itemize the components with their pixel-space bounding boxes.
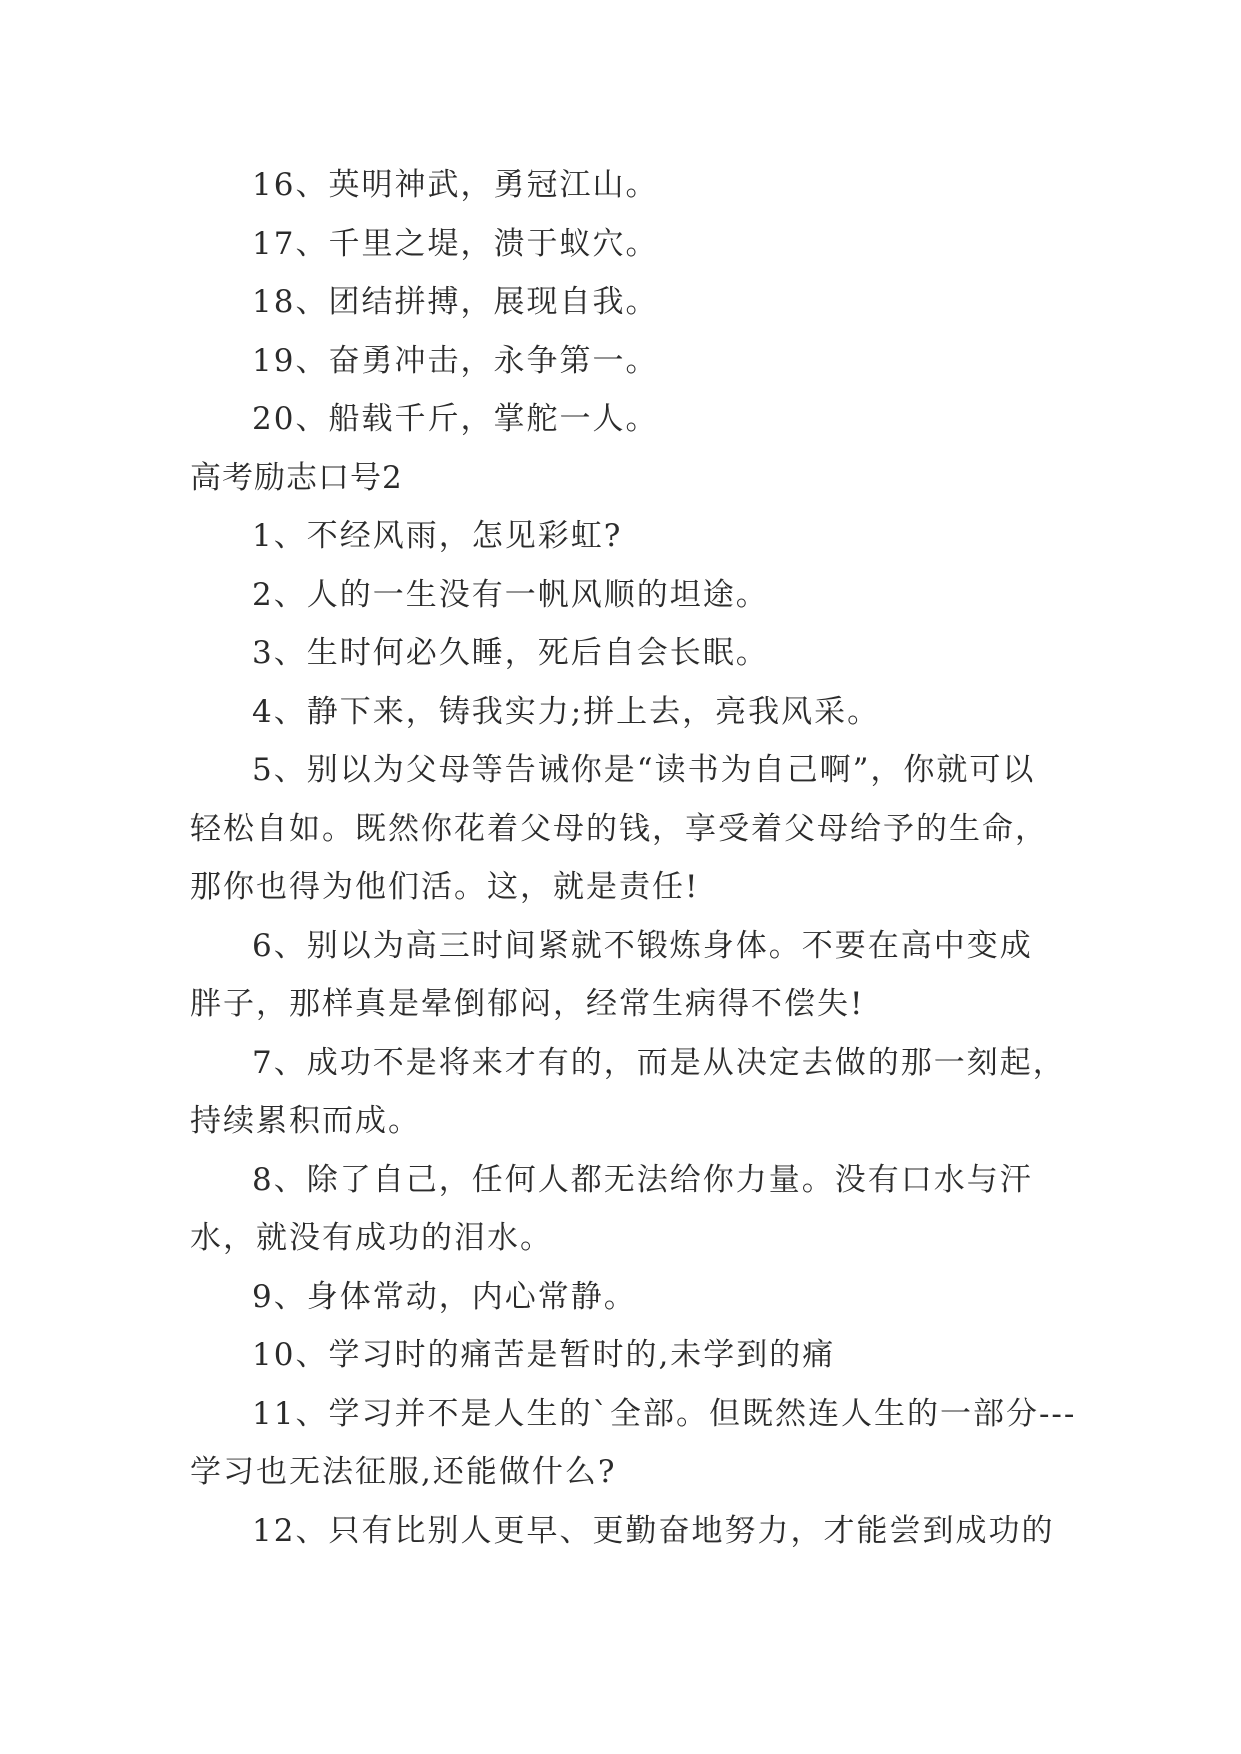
slogan-line-4: 4、静下来，铸我实力;拼上去，亮我风采。 [252, 693, 881, 730]
slogan-line-3: 3、生时何必久睡，死后自会长眠。 [252, 635, 769, 671]
slogan-line-7-cont: 持续累积而成。 [190, 1103, 421, 1139]
slogan-line-5-cont-1: 轻松自如。既然你花着父母的钱，享受着父母给予的生命， [190, 810, 1048, 847]
slogan-line-6-cont: 胖子，那样真是晕倒郁闷，经常生病得不偿失! [190, 986, 865, 1022]
slogan-line-5-cont-2: 那你也得为他们活。这，就是责任! [190, 869, 700, 905]
slogan-line-12: 12、只有比别人更早、更勤奋地努力，才能尝到成功的 [252, 1512, 1055, 1549]
document-body [190, 156, 1077, 1560]
section-heading: 高考励志口号2 [190, 459, 403, 496]
slogan-line-17: 17、千里之堤，溃于蚁穴。 [252, 225, 659, 262]
slogan-line-11: 11、学习并不是人生的`全部。但既然连人生的一部分--- [252, 1395, 1077, 1432]
slogan-line-18: 18、团结拼搏，展现自我。 [252, 284, 659, 320]
slogan-line-19: 19、奋勇冲击，永争第一。 [252, 342, 659, 379]
slogan-line-16: 16、英明神武，勇冠江山。 [252, 167, 659, 203]
slogan-line-20: 20、船载千斤，掌舵一人。 [252, 401, 659, 437]
slogan-line-2: 2、人的一生没有一帆风顺的坦途。 [252, 576, 769, 613]
slogan-line-1: 1、不经风雨，怎见彩虹? [252, 518, 623, 554]
slogan-line-9: 9、身体常动，内心常静。 [252, 1278, 637, 1315]
slogan-line-8-cont: 水，就没有成功的泪水。 [190, 1220, 553, 1256]
slogan-line-5: 5、别以为父母等告诫你是“读书为自己啊”，你就可以 [252, 752, 1036, 788]
slogan-line-7: 7、成功不是将来才有的，而是从决定去做的那一刻起， [252, 1044, 1066, 1081]
slogan-line-8: 8、除了自己，任何人都无法给你力量。没有口水与汗 [252, 1161, 1033, 1198]
slogan-line-10: 10、学习时的痛苦是暂时的,未学到的痛 [252, 1337, 836, 1373]
slogan-line-6: 6、别以为高三时间紧就不锻炼身体。不要在高中变成 [252, 927, 1033, 964]
slogan-line-11-cont: 学习也无法征服,还能做什么? [190, 1454, 617, 1490]
